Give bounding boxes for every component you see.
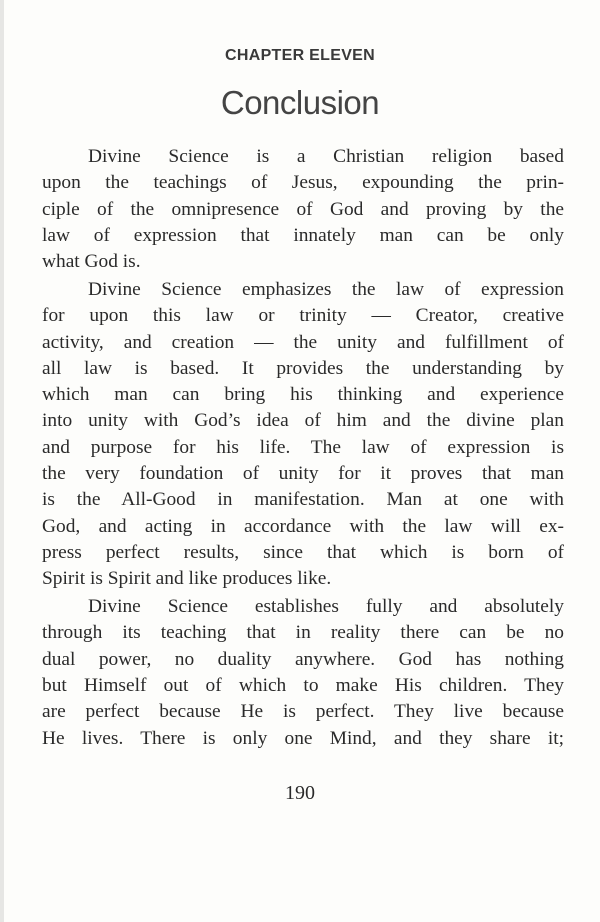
text-line: Divine Science emphasizes the law of expression [88, 278, 564, 300]
text-line: which man can bring his thinking and experience [42, 384, 564, 406]
text-line: all law is based. It provides the understanding by [42, 357, 564, 379]
text-line: Spirit is Spirit and like produces like. [42, 568, 332, 590]
text-line: are perfect because He is perfect. They live because [42, 701, 564, 723]
body-text [42, 144, 564, 753]
text-line: and purpose for his life. The law of expression is [42, 436, 564, 458]
text-line: is the All-Good in manifestation. Man at one with [42, 489, 564, 511]
chapter-label: CHAPTER ELEVEN [225, 47, 375, 64]
text-line: law of expression that innately man can be only [42, 224, 564, 246]
text-line: what God is. [42, 251, 141, 273]
paragraph [42, 277, 564, 593]
text-line: dual power, no duality anywhere. God has nothing [42, 648, 564, 670]
text-line: press perfect results, since that which is born of [42, 541, 564, 563]
paragraph [42, 594, 564, 752]
text-line: activity, and creation — the unity and fulfillment of [42, 331, 564, 353]
text-line: Divine Science establishes fully and absolutely [88, 596, 564, 618]
text-line: ciple of the omnipresence of God and proving by the [42, 198, 564, 220]
text-line: Divine Science is a Christian religion based [88, 146, 564, 167]
page-number: 190 [285, 782, 315, 804]
text-line: the very foundation of unity for it proves that man [42, 463, 564, 485]
text-line: for upon this law or trinity — Creator, creative [42, 305, 564, 327]
chapter-title: Conclusion [220, 84, 380, 121]
text-line: but Himself out of which to make His children. They [42, 674, 564, 696]
text-line: through its teaching that in reality there can be no [42, 622, 564, 644]
text-line: upon the teachings of Jesus, expounding the prin- [42, 172, 564, 194]
text-line: into unity with God’s idea of him and the divine plan [42, 410, 564, 432]
text-line: He lives. There is only one Mind, and they share it; [42, 727, 564, 749]
paragraph [42, 144, 564, 275]
text-line: God, and acting in accordance with the law will ex- [42, 515, 564, 537]
